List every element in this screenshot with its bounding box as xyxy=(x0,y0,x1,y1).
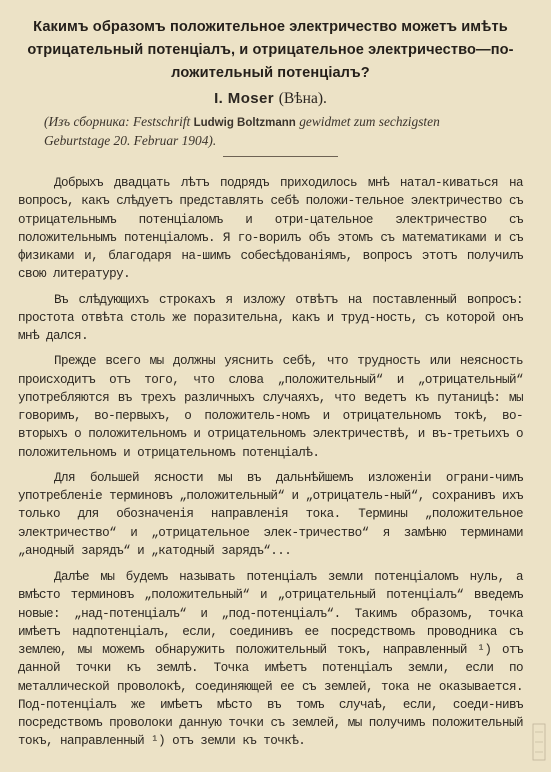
author-city: (Вѣна). xyxy=(278,90,327,107)
title-divider xyxy=(223,156,338,157)
source-prefix: (Изъ сборника: Festschrift xyxy=(44,114,191,129)
paragraph-1: Добрыхъ двадцать лѣтъ подрядъ приходилось мнѣ натал-киваться на вопросъ, какъ слѣдуетъ представлять себѣ положи-тельное электричество съ отрицательнымъ потенціаломъ и отри-цательное электричество съ положительнымъ потенціаломъ. Я го-ворилъ объ этомъ съ математиками и съ физиками и, благодаря на-шимъ собесѣдованіямъ, вопросъ этотъ получилъ свою литературу. xyxy=(18,176,523,282)
article-title xyxy=(18,16,523,85)
source-citation xyxy=(44,113,523,150)
source-line-2: Geburtstage 20. Februar 1904). xyxy=(44,133,217,148)
author-name: I. Moser xyxy=(214,90,274,107)
paragraph-5: Далѣе мы будемъ называть потенціалъ земли потенціаломъ нуль, а вмѣсто терминовъ „положительный“ и „отрицательный потенціалъ“ введемъ новые: „над-потенціалъ“ и „под-потенціалъ“. Такимъ образомъ, точка имѣетъ надпотенціалъ, если, соединивъ ее посредствомъ проводника съ землею, мы можемъ обнаружить положительный токъ, направленный ¹) отъ данной точки къ землѣ. Точка имѣетъ потенціалъ земли, если по металлической проволокѣ, соединяющей ее съ землей, тока не оказывается. Под-потенціалъ же имѣетъ мѣсто въ томъ случаѣ, если, соеди-нивъ посредствомъ проволоки данную точки съ землей, мы получимъ положительный токъ, направленный ¹) отъ земли къ точкѣ. xyxy=(18,570,523,749)
article-author xyxy=(18,88,523,109)
paragraph-2: Въ слѣдующихъ строкахъ я изложу отвѣтъ на поставленный вопросъ: простота отвѣта столь же поразительна, какъ и труд-ность, съ которой онъ мнѣ дался. xyxy=(18,292,523,343)
stamp-mark-icon xyxy=(531,722,547,762)
paragraph-4: Для большей ясности мы въ дальнѣйшемъ изложеніи ограни-чимъ употребленіе терминовъ „положительный“ и „отрицатель-ный“, сохранивъ ихъ только для обозначенія направленія тока. Термины „положительное электричество“ и „отрицательное элек-тричество“ я замѣню терминами „анодный зарядъ“ и „катодный зарядъ“... xyxy=(18,470,523,558)
paragraph-3: Прежде всего мы должны уяснить себѣ, что трудность или неясность происходитъ отъ того, что слова „положительный“ и „отрицательный“ употребляются въ трехъ различныхъ случаяхъ, что ведетъ къ путаницѣ: мы говоримъ, во-первыхъ, о положитель-номъ и отрицательномъ токѣ, во-вторыхъ о положительномъ и отрицательномъ электричествѣ, и въ-третьихъ о положительномъ и отрицательномъ потенціалѣ. xyxy=(18,354,523,460)
title-line-3: ложительный потенціалъ? xyxy=(171,65,370,81)
title-line-2: отрицательный потенціалъ, и отрицательное электричество—по- xyxy=(27,42,514,58)
library-stamp-watermark xyxy=(531,722,547,762)
title-line-1: Какимъ образомъ положительное электричество можетъ имѣть xyxy=(33,19,508,35)
article-body xyxy=(18,174,523,751)
source-honoree: Ludwig Boltzmann xyxy=(193,117,296,129)
source-suffix: gewidmet zum sechzigsten xyxy=(299,114,440,129)
